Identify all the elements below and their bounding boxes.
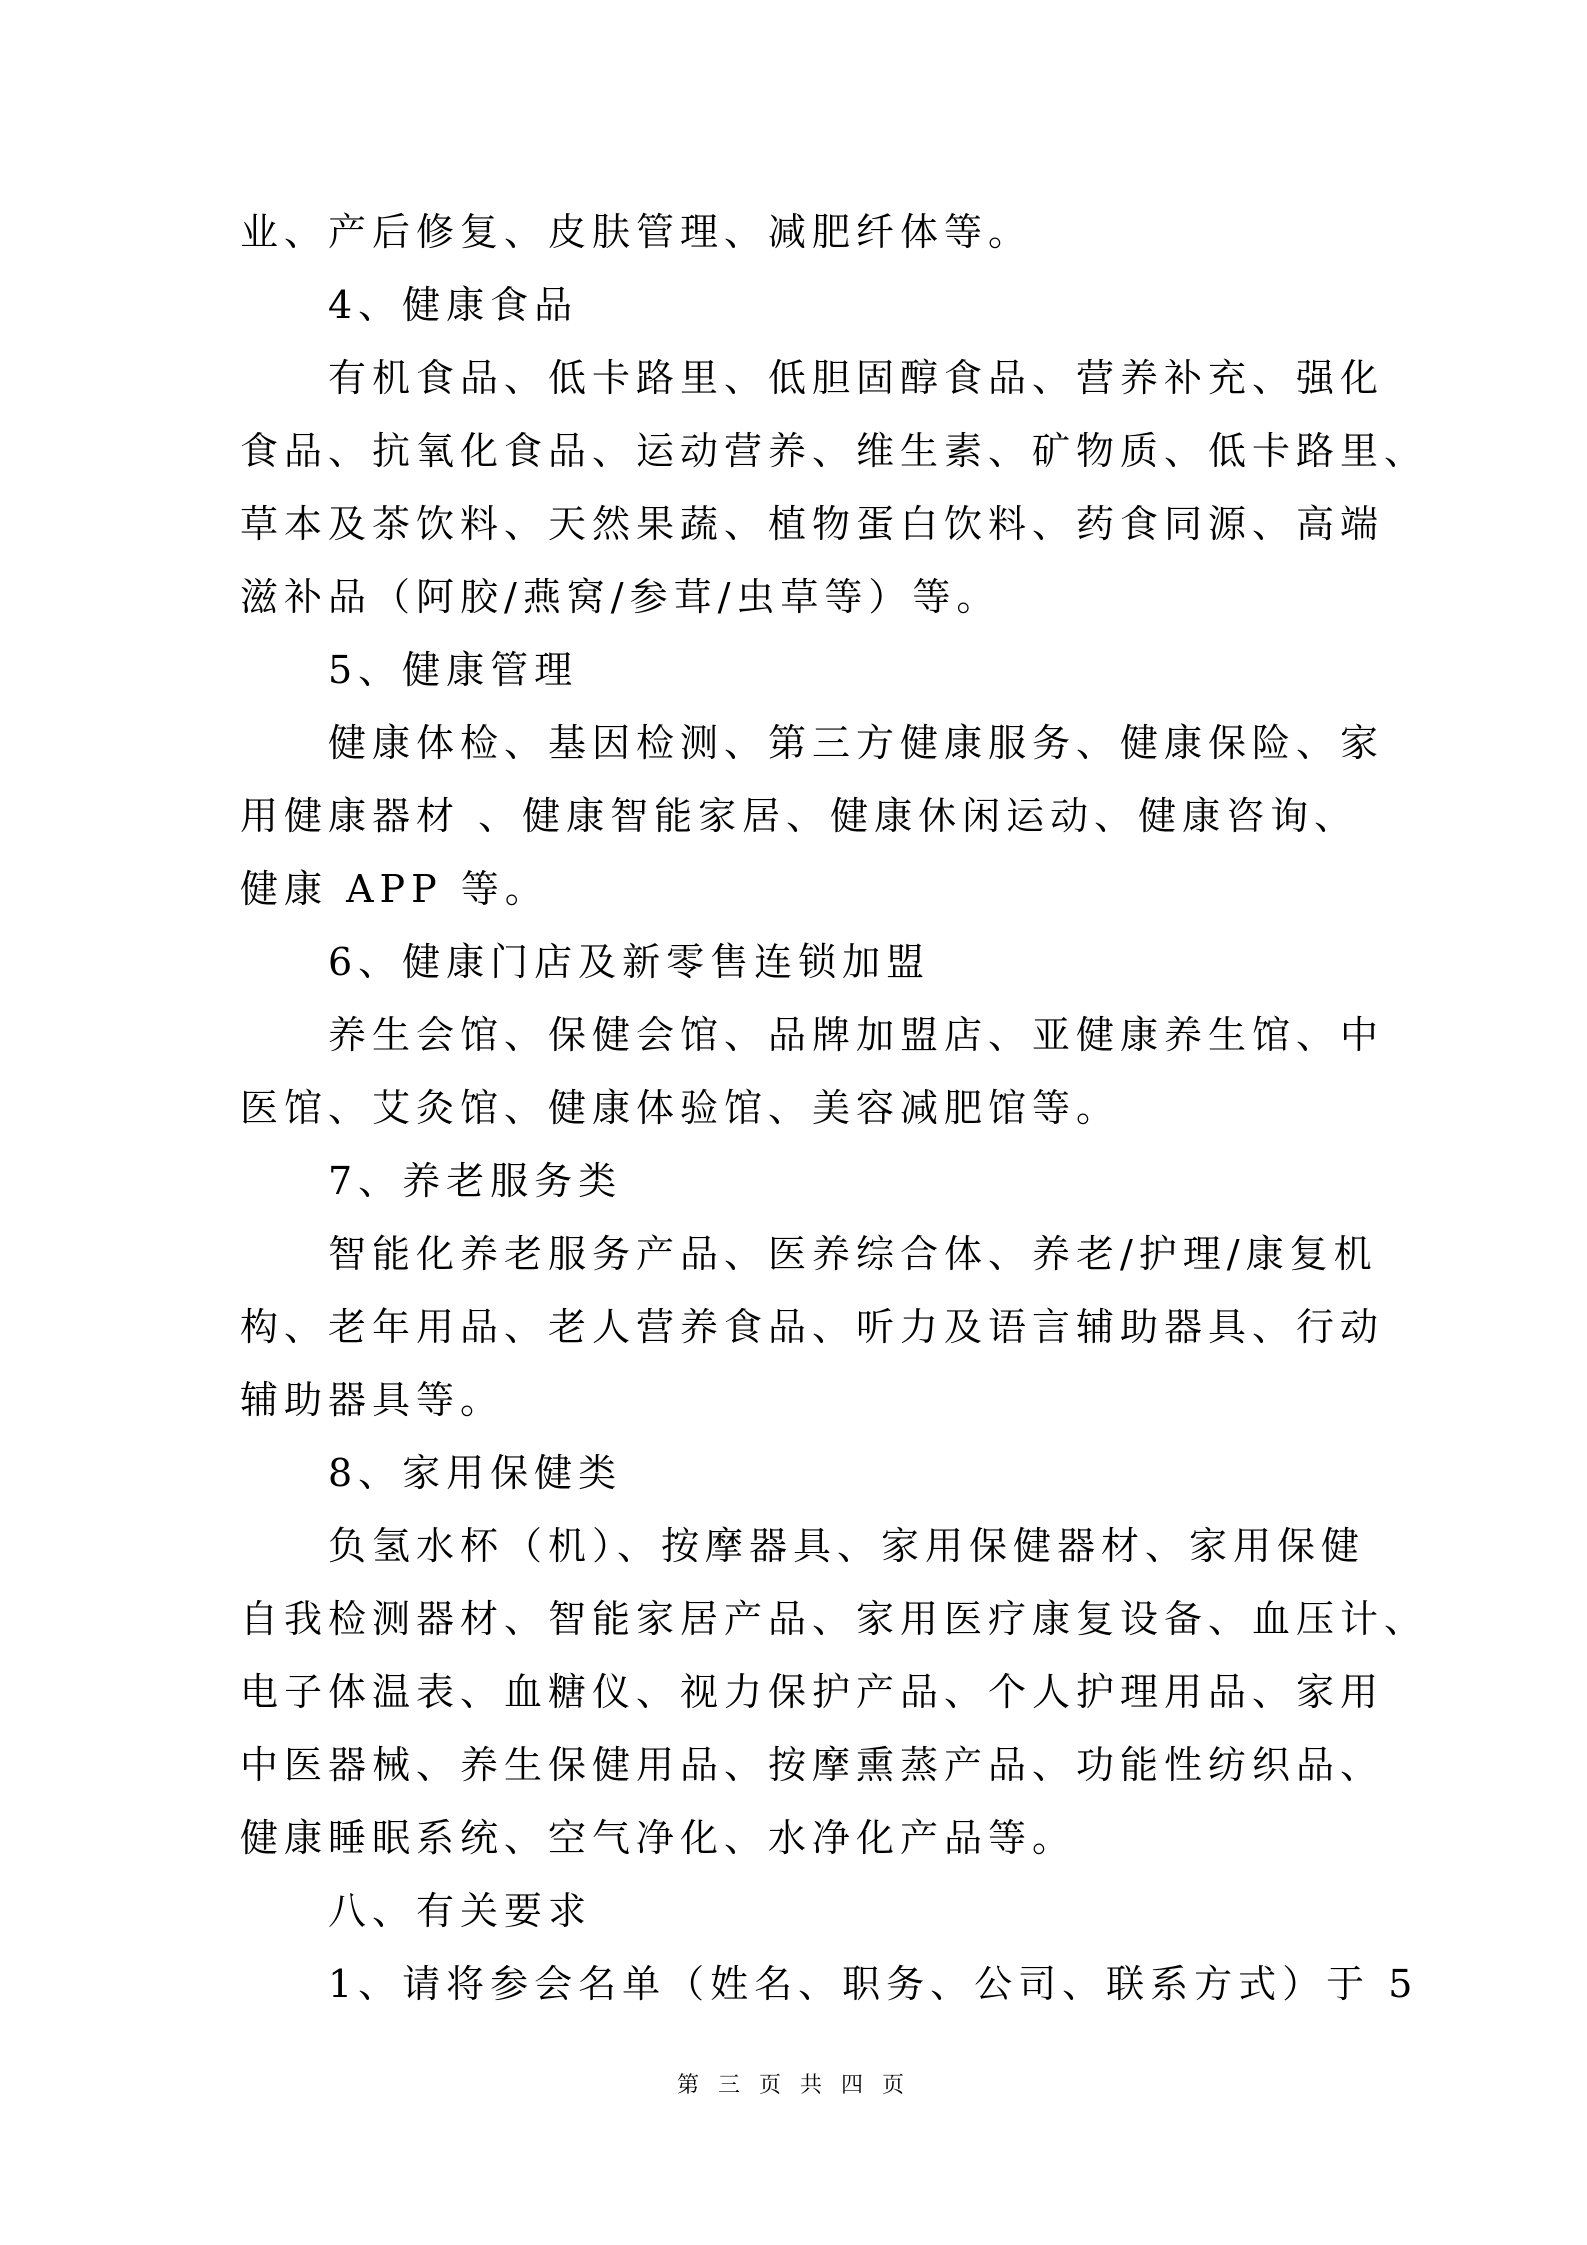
paragraph-line: 食品、抗氧化食品、运动营养、维生素、矿物质、低卡路里、 [240, 429, 1429, 473]
section-heading: 八、有关要求 [328, 1889, 593, 1933]
section-heading: 8、家用保健类 [328, 1451, 623, 1495]
paragraph-line: 中医器械、养生保健用品、按摩熏蒸产品、功能性纺织品、 [240, 1743, 1385, 1787]
paragraph-line: 构、老年用品、老人营养食品、听力及语言辅助器具、行动 [240, 1305, 1385, 1349]
section-heading: 5、健康管理 [328, 648, 579, 692]
paragraph-line: 健康 APP 等。 [240, 867, 549, 911]
page-number-footer: 第 三 页 共 四 页 [677, 2073, 910, 2098]
paragraph-line: 业、产后修复、皮肤管理、减肥纤体等。 [240, 210, 1033, 254]
paragraph-line: 智能化养老服务产品、医养综合体、养老/护理/康复机 [328, 1232, 1378, 1276]
paragraph-line: 健康体检、基因检测、第三方健康服务、健康保险、家 [328, 721, 1385, 765]
paragraph-line: 滋补品（阿胶/燕窝/参茸/虫草等）等。 [240, 575, 1001, 619]
paragraph-line: 辅助器具等。 [240, 1378, 505, 1422]
paragraph-line: 健康睡眠系统、空气净化、水净化产品等。 [240, 1816, 1077, 1860]
paragraph-line: 养生会馆、保健会馆、品牌加盟店、亚健康养生馆、中 [328, 1013, 1385, 1057]
paragraph-line: 自我检测器材、智能家居产品、家用医疗康复设备、血压计、 [240, 1597, 1429, 1641]
paragraph-line: 有机食品、低卡路里、低胆固醇食品、营养补充、强化 [328, 356, 1385, 400]
paragraph-line: 负氢水杯（机）、按摩器具、家用保健器材、家用保健 [328, 1524, 1366, 1568]
section-heading: 7、养老服务类 [328, 1159, 623, 1203]
paragraph-line: 用健康器材 、健康智能家居、健康休闲运动、健康咨询、 [240, 794, 1359, 838]
paragraph-line: 1、请将参会名单（姓名、职务、公司、联系方式）于 5 [328, 1962, 1419, 2006]
paragraph-line: 电子体温表、血糖仪、视力保护产品、个人护理用品、家用 [240, 1670, 1385, 1714]
paragraph-line: 医馆、艾灸馆、健康体验馆、美容减肥馆等。 [240, 1086, 1121, 1130]
body-text [240, 196, 1429, 2021]
section-heading: 6、健康门店及新零售连锁加盟 [328, 940, 931, 984]
paragraph-line: 草本及茶饮料、天然果蔬、植物蛋白饮料、药食同源、高端 [240, 502, 1385, 546]
section-heading: 4、健康食品 [328, 283, 579, 327]
